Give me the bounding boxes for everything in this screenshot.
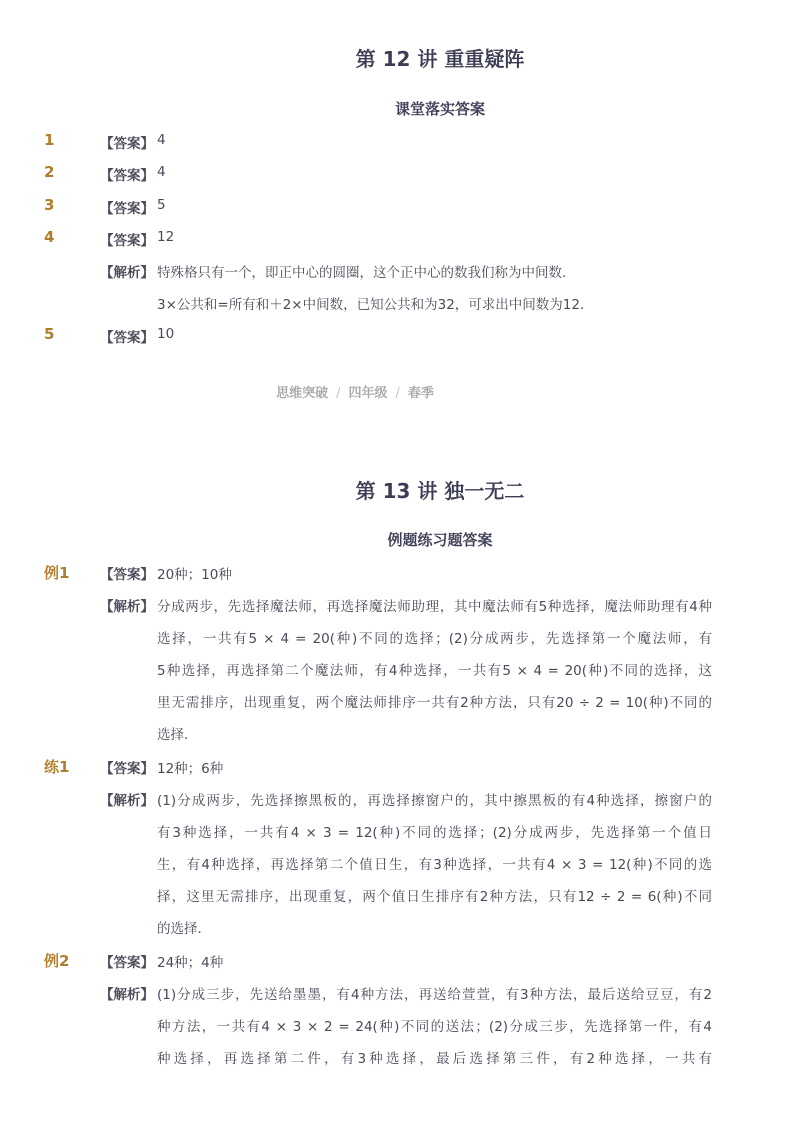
answer-value: 20种；10种: [157, 567, 232, 583]
item-number: 3: [44, 196, 55, 214]
answer-tag: 【答案】: [100, 567, 154, 583]
analysis-tag: 【解析】: [100, 793, 154, 809]
answer-value: 24种；4种: [157, 955, 224, 971]
analysis-tag: 【解析】: [100, 599, 154, 615]
footer-season: 春季: [407, 386, 434, 401]
analysis-line: 里无需排序，出现重复，两个魔法师排序一共有2种方法，只有20 ÷ 2 = 10(种)不同的: [157, 695, 712, 711]
footer-course: 思维突破: [276, 386, 329, 401]
item-number: 4: [44, 228, 55, 246]
item-number: 1: [44, 131, 55, 149]
answer-value: 10: [157, 326, 175, 342]
lecture-13-title: 第 13 讲 独一无二: [355, 479, 525, 503]
analysis-line: 分成两步，先选择魔法师，再选择魔法师助理，其中魔法师有5种选择，魔法师助理有4种: [157, 599, 712, 615]
answer-tag: 【答案】: [100, 330, 154, 346]
answer-tag: 【答案】: [100, 201, 154, 217]
item-number: 例2: [44, 952, 70, 970]
analysis-line: 种方法，一共有4 × 3 × 2 = 24(种)不同的送法；(2)分成三步，先选择第一件，有4: [157, 1019, 712, 1035]
analysis-line: 的选择．: [157, 921, 211, 937]
analysis-line: 特殊格只有一个，即正中心的圆圈，这个正中心的数我们称为中间数．: [157, 265, 576, 281]
answer-value: 5: [157, 197, 166, 213]
analysis-line: 5种选择，再选择第二个魔法师，有4种选择，一共有5 × 4 = 20(种)不同的选择，这: [157, 663, 712, 679]
answer-value: 12种；6种: [157, 761, 224, 777]
answer-value: 4: [157, 164, 166, 180]
answer-value: 4: [157, 132, 166, 148]
answer-tag: 【答案】: [100, 233, 154, 249]
lecture-12-title: 第 12 讲 重重疑阵: [355, 47, 525, 71]
footer-grade: 四年级: [348, 386, 388, 401]
analysis-tag: 【解析】: [100, 987, 154, 1003]
answer-tag: 【答案】: [100, 136, 154, 152]
analysis-line: 种选择，再选择第二件，有3种选择，最后选择第三件，有2种选择，一共有: [157, 1051, 712, 1067]
analysis-line: 3×公共和=所有和＋2×中间数，已知公共和为32，可求出中间数为12．: [157, 297, 594, 313]
item-number: 2: [44, 163, 55, 181]
lecture-12-subtitle: 课堂落实答案: [394, 100, 485, 118]
footer-separator: /: [336, 386, 341, 401]
analysis-line: (1)分成两步，先选择擦黑板的，再选择擦窗户的，其中擦黑板的有4种选择，擦窗户的: [157, 793, 712, 809]
answer-tag: 【答案】: [100, 761, 154, 777]
analysis-line: 有3种选择，一共有4 × 3 = 12(种)不同的选择；(2)分成两步，先选择第一个值日: [157, 825, 712, 841]
analysis-line: 选择．: [157, 727, 198, 743]
answer-value: 12: [157, 229, 175, 245]
answer-tag: 【答案】: [100, 955, 154, 971]
analysis-line: 择，这里无需排序，出现重复，两个值日生排序有2种方法，只有12 ÷ 2 = 6(种)不同: [157, 889, 712, 905]
analysis-line: 生，有4种选择，再选择第二个值日生，有3种选择，一共有4 × 3 = 12(种)不同的选: [157, 857, 712, 873]
page-footer: [0, 382, 710, 401]
analysis-line: 选择，一共有5 × 4 = 20(种)不同的选择；(2)分成两步，先选择第一个魔法师，有: [157, 631, 712, 647]
item-number: 练1: [44, 758, 70, 776]
lecture-13-subtitle: 例题练习题答案: [387, 531, 493, 549]
item-number: 例1: [44, 564, 70, 582]
item-number: 5: [44, 325, 55, 343]
analysis-tag: 【解析】: [100, 265, 154, 281]
answer-tag: 【答案】: [100, 168, 154, 184]
footer-separator: /: [395, 386, 400, 401]
analysis-line: (1)分成三步，先送给墨墨，有4种方法，再送给萱萱，有3种方法，最后送给豆豆，有2: [157, 987, 712, 1003]
